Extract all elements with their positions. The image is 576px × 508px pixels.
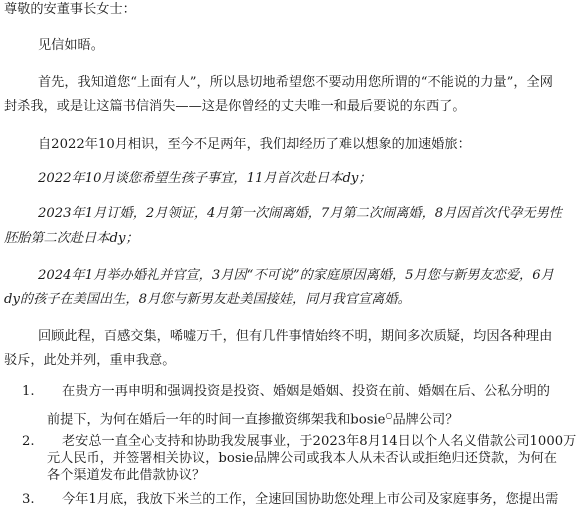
timeline-item-3-line-2: dy的孩子在美国出生，8月您与新男友赴美国接娃，同月我官宣离婚。: [4, 292, 411, 307]
greeting: 见信如晤。: [38, 38, 104, 53]
paragraph-2: 自2022年10月相识，至今不足两年，我们却经历了难以想象的加速婚旅：: [38, 137, 471, 152]
timeline-item-2-line-2: 胚胎第二次赴日本dy；: [4, 231, 139, 246]
paragraph-1-line-1: 首先，我知道您“上面有人”，所以恳切地希望您不要动用您所谓的“不能说的力量”，全网: [38, 75, 553, 90]
paragraph-3-line-2: 驳斥，此处并列，重申我意。: [4, 353, 176, 368]
list-item-2-line-3: 各个渠道发布此借款协议？: [47, 468, 206, 483]
list-item-1-line-2-text: 前提下，为何在婚后一年的时间一直掺撤资绑架我和bosie: [47, 412, 386, 428]
salutation: 尊敬的安董事长女士：: [4, 2, 136, 17]
list-item-2-line-2: 元人民币，并签署相关协议，bosie品牌公司或我本人从未否认或拒绝归还贷款，为何在: [47, 451, 557, 466]
list-item-3-number: 3.: [22, 492, 35, 507]
list-item-1-line-1: 在贵方一再申明和强调投资是投资、婚姻是婚姻、投资在前、婚姻在后、公私分明的: [62, 384, 550, 399]
timeline-item-1: 2022年10月谈您希望生孩子事宜，11月首次赴日本dy；: [38, 171, 372, 186]
list-item-2-number: 2.: [22, 434, 35, 449]
list-item-1-number: 1.: [22, 384, 35, 399]
list-item-2-line-1: 老安总一直全心支持和协助我发展事业，于2023年8月14日以个人名义借款公司1000万: [62, 434, 576, 449]
timeline-item-2-line-1: 2023年1月订婚，2月领证，4月第一次闹离婚，7月第二次闹离婚，8月因首次代孕无男性: [38, 206, 562, 221]
list-item-3-line-1: 今年1月底，我放下米兰的工作，全速回国协助您处理上市公司及家庭事务，您提出需: [62, 492, 559, 507]
list-item-1-line-2: [47, 408, 458, 428]
paragraph-3-line-1: 回顾此程，百感交集，唏嘘万千，但有几件事情始终不明，期间多次质疑，均因各种理由: [38, 329, 553, 344]
timeline-item-3-line-1: 2024年1月举办婚礼并官宣，3月因“不可说”的家庭原因离婚，5月您与新男友恋爱，6月: [38, 268, 554, 283]
list-item-1-line-2-tail: 品牌公司？: [392, 412, 459, 428]
paragraph-1-line-2: 封杀我，或是让这篇书信消失——这是你曾经的丈夫唯一和最后要说的东西了。: [4, 99, 466, 114]
registered-mark: ○: [385, 411, 393, 420]
